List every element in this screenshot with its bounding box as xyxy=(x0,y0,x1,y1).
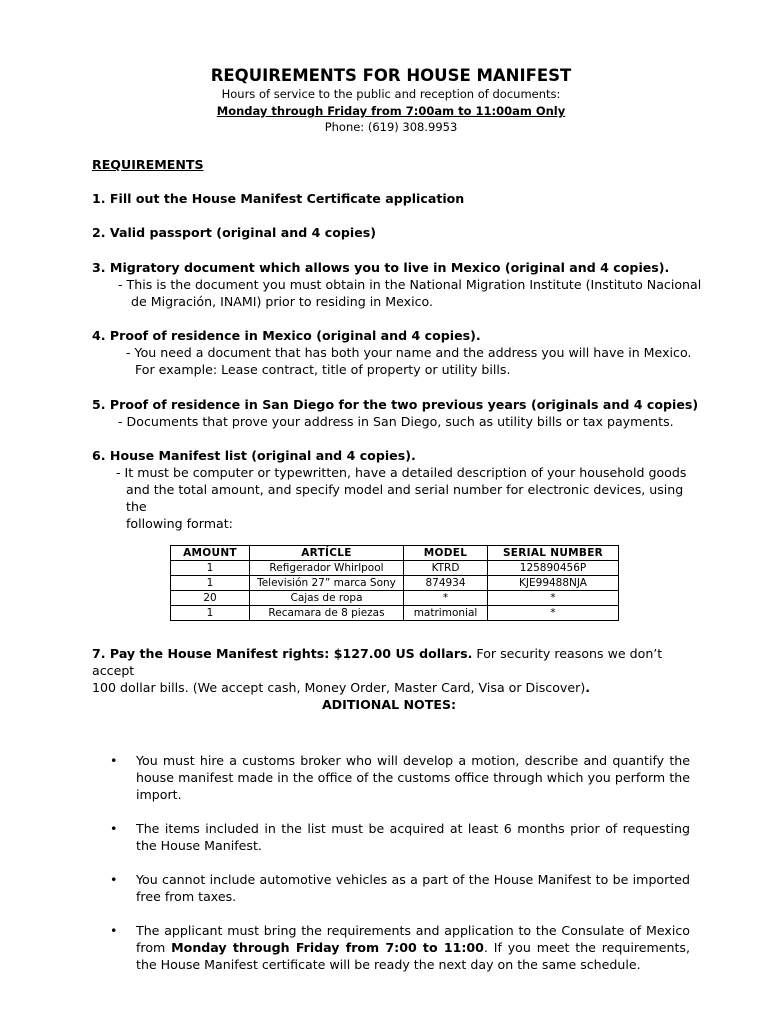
table-row xyxy=(171,561,619,576)
cell-serial: * xyxy=(488,606,619,621)
requirement-7-line1 xyxy=(92,645,692,679)
note-text: The items included in the list must be acquired at least 6 months prior of requesting the House Manifest. xyxy=(136,821,690,853)
table-row xyxy=(171,576,619,591)
bullet-icon: • xyxy=(110,821,118,836)
requirements-heading: REQUIREMENTS xyxy=(92,157,204,172)
requirement-6-detail: - It must be computer or typewritten, have a detailed description of your household goods xyxy=(116,465,687,480)
requirement-7-text: For security reasons we don’t accept xyxy=(92,646,663,678)
col-serial: SERIAL NUMBER xyxy=(488,546,619,561)
document-title: REQUIREMENTS FOR HOUSE MANIFEST xyxy=(210,66,572,85)
cell-amount: 1 xyxy=(171,606,250,621)
col-model: MODEL xyxy=(404,546,488,561)
note-item xyxy=(110,752,690,803)
cell-article: Televisión 27” marca Sony xyxy=(250,576,404,591)
requirement-6-title: 6. House Manifest list (original and 4 copies). xyxy=(92,448,416,463)
note-schedule-emphasis: Monday through Friday from 7:00 to 11:00 xyxy=(171,940,484,955)
note-text-part: The applicant must bring the requirements and application to the Consulate of Mexico from xyxy=(136,923,690,955)
cell-article: Recamara de 8 piezas xyxy=(250,606,404,621)
requirement-5-detail: - Documents that prove your address in San Diego, such as utility bills or tax payments. xyxy=(118,414,674,429)
cell-serial: KJE99488NJA xyxy=(488,576,619,591)
table-header-row xyxy=(171,546,619,561)
cell-amount: 1 xyxy=(171,576,250,591)
requirement-4-detail: - You need a document that has both your name and the address you will have in Mexico. xyxy=(126,345,692,360)
requirement-6-detail-cont2: following format: xyxy=(126,516,233,531)
cell-amount: 1 xyxy=(171,561,250,576)
bullet-icon: • xyxy=(110,872,118,887)
requirement-5-title: 5. Proof of residence in San Diego for the two previous years (originals and 4 copies) xyxy=(92,397,699,412)
requirement-3 xyxy=(92,259,702,310)
requirement-5 xyxy=(92,396,702,430)
phone-line: Phone: (619) 308.9953 xyxy=(324,120,458,134)
house-manifest-format-table xyxy=(170,545,619,621)
note-text: You cannot include automotive vehicles as a part of the House Manifest to be imported free from taxes. xyxy=(136,872,690,904)
cell-model: 874934 xyxy=(404,576,488,591)
table-row xyxy=(171,591,619,606)
requirement-1: 1. Fill out the House Manifest Certificate application xyxy=(92,191,465,206)
cell-article: Refigerador Whirlpool xyxy=(250,561,404,576)
cell-article: Cajas de ropa xyxy=(250,591,404,606)
cell-model: matrimonial xyxy=(404,606,488,621)
requirement-6 xyxy=(92,447,702,532)
requirement-7-payment-methods: 100 dollar bills. (We accept cash, Money Order, Master Card, Visa or Discover) xyxy=(92,680,586,695)
note-text-part: . If you meet the requirements, the House Manifest certificate will be ready the next day on the same schedule. xyxy=(136,940,690,972)
bullet-icon: • xyxy=(110,923,118,938)
requirement-3-detail-cont: de Migración, INAMI) prior to residing in Mexico. xyxy=(131,294,433,309)
note-text: You must hire a customs broker who will develop a motion, describe and quantify the house manifest made in the office of the customs office through which you perform the import. xyxy=(136,753,690,802)
cell-serial: 125890456P xyxy=(488,561,619,576)
col-article: ARTÍCLE xyxy=(250,546,404,561)
cell-model: * xyxy=(404,591,488,606)
additional-notes-heading: ADITIONAL NOTES: xyxy=(321,697,457,712)
additional-notes-list xyxy=(110,752,690,990)
requirement-7 xyxy=(92,645,692,696)
requirement-6-detail-cont: and the total amount, and specify model and serial number for electronic devices, using the xyxy=(126,482,684,514)
note-text xyxy=(136,923,690,972)
requirement-4-title: 4. Proof of residence in Mexico (original and 4 copies). xyxy=(92,328,481,343)
note-item xyxy=(110,922,690,973)
cell-model: KTRD xyxy=(404,561,488,576)
note-item xyxy=(110,871,690,905)
requirement-7-title: 7. Pay the House Manifest rights: $127.00 US dollars. xyxy=(92,646,473,661)
col-amount: AMOUNT xyxy=(171,546,250,561)
note-item xyxy=(110,820,690,854)
hours-line: Hours of service to the public and reception of documents: xyxy=(221,87,561,101)
cell-amount: 20 xyxy=(171,591,250,606)
requirement-4-detail-cont: For example: Lease contract, title of property or utility bills. xyxy=(135,362,511,377)
requirement-2: 2. Valid passport (original and 4 copies) xyxy=(92,225,376,240)
requirement-3-title: 3. Migratory document which allows you to live in Mexico (original and 4 copies). xyxy=(92,260,670,275)
bullet-icon: • xyxy=(110,753,118,768)
requirement-4 xyxy=(92,327,702,378)
requirement-3-detail: - This is the document you must obtain in the National Migration Institute (Instituto Nacional xyxy=(118,277,702,292)
table-row xyxy=(171,606,619,621)
schedule-line: Monday through Friday from 7:00am to 11:00am Only xyxy=(216,104,566,118)
requirement-7-period: . xyxy=(585,680,591,695)
cell-serial: * xyxy=(488,591,619,606)
requirement-7-line2 xyxy=(92,679,692,696)
